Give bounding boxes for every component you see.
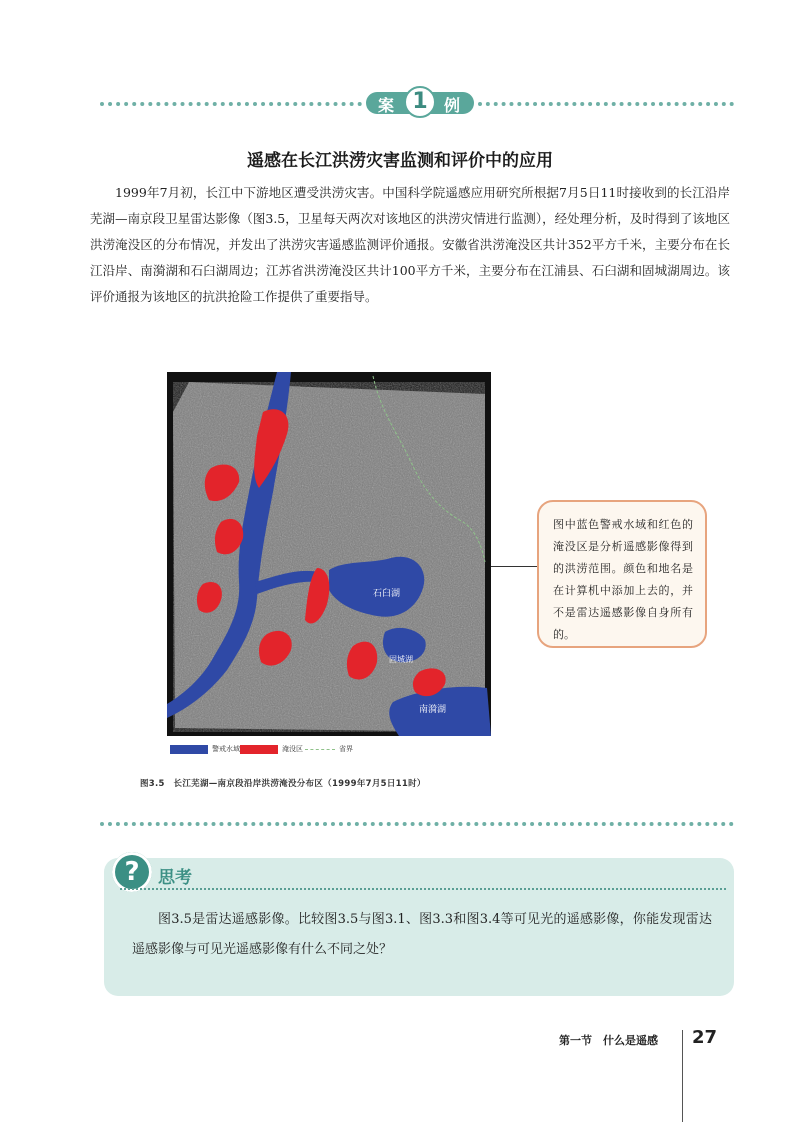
section-divider — [100, 822, 734, 826]
case-divider-left — [100, 102, 362, 106]
radar-image-figure — [167, 372, 491, 736]
think-text: 图3.5是雷达遥感影像。比较图3.5与图3.1、图3.3和图3.4等可见光的遥感影像，你能发现雷达遥感影像与可见光遥感影像有什么不同之处？ — [132, 912, 712, 957]
legend-swatch-warning — [170, 745, 208, 754]
case-number: 1 — [404, 86, 436, 118]
case-title: 遥感在长江洪涝灾害监测和评价中的应用 — [247, 151, 553, 171]
legend-swatch-border — [305, 749, 335, 750]
case-label-left: 案 — [378, 96, 395, 115]
radar-map — [167, 372, 491, 736]
callout-box — [537, 500, 707, 648]
legend-swatch-flood — [240, 745, 278, 754]
legend-item-flood: 淹没区 — [240, 744, 303, 756]
case-label-right: 例 — [444, 96, 461, 115]
case-badge — [366, 86, 474, 120]
footer-section-title: 第一节 什么是遥感 — [559, 1034, 658, 1047]
callout-text: 图中蓝色警戒水域和红色的淹没区是分析遥感影像得到的洪涝范围。颜色和地名是在计算机中添加上去的，并不是雷达遥感影像自身所有的。 — [553, 518, 693, 641]
figure-caption: 图3.5 长江芜湖—南京段沿岸洪涝淹没分布区（1999年7月5日11时） — [140, 779, 426, 789]
case-divider-right — [478, 102, 734, 106]
legend-item-warning: 警戒水域 — [170, 744, 240, 756]
think-label: 思考 — [158, 868, 192, 888]
label-shijiu: 石臼湖 — [373, 589, 401, 599]
question-icon: ? — [112, 852, 152, 892]
think-divider — [120, 888, 726, 890]
case-body-paragraph: 1999年7月初，长江中下游地区遭受洪涝灾害。中国科学院遥感应用研究所根据7月5日11时接收到的长江沿岸芜湖—南京段卫星雷达影像（图3.5，卫星每天两次对该地区的洪涝灾情进行监测），经处理分析，及时得到了该地区洪涝淹没区的分布情况，并发出了洪涝灾害遥感监测评价通报。安徽省洪涝淹没区共计352平方千米，主要分布在长江沿岸、南漪湖和石臼湖周边；江苏省洪涝淹没区共计100平方千米，主要分布在江浦县、石臼湖和固城湖周边。该评价通报为该地区的抗洪抢险工作提供了重要指导。 — [90, 185, 730, 304]
label-gucheng: 固城湖 — [389, 655, 413, 664]
label-nanyi: 南漪湖 — [419, 705, 447, 715]
callout-connector — [491, 566, 537, 567]
legend-item-border: 省界 — [305, 744, 353, 756]
footer-rule — [682, 1030, 683, 1122]
page-number: 27 — [692, 1027, 718, 1048]
